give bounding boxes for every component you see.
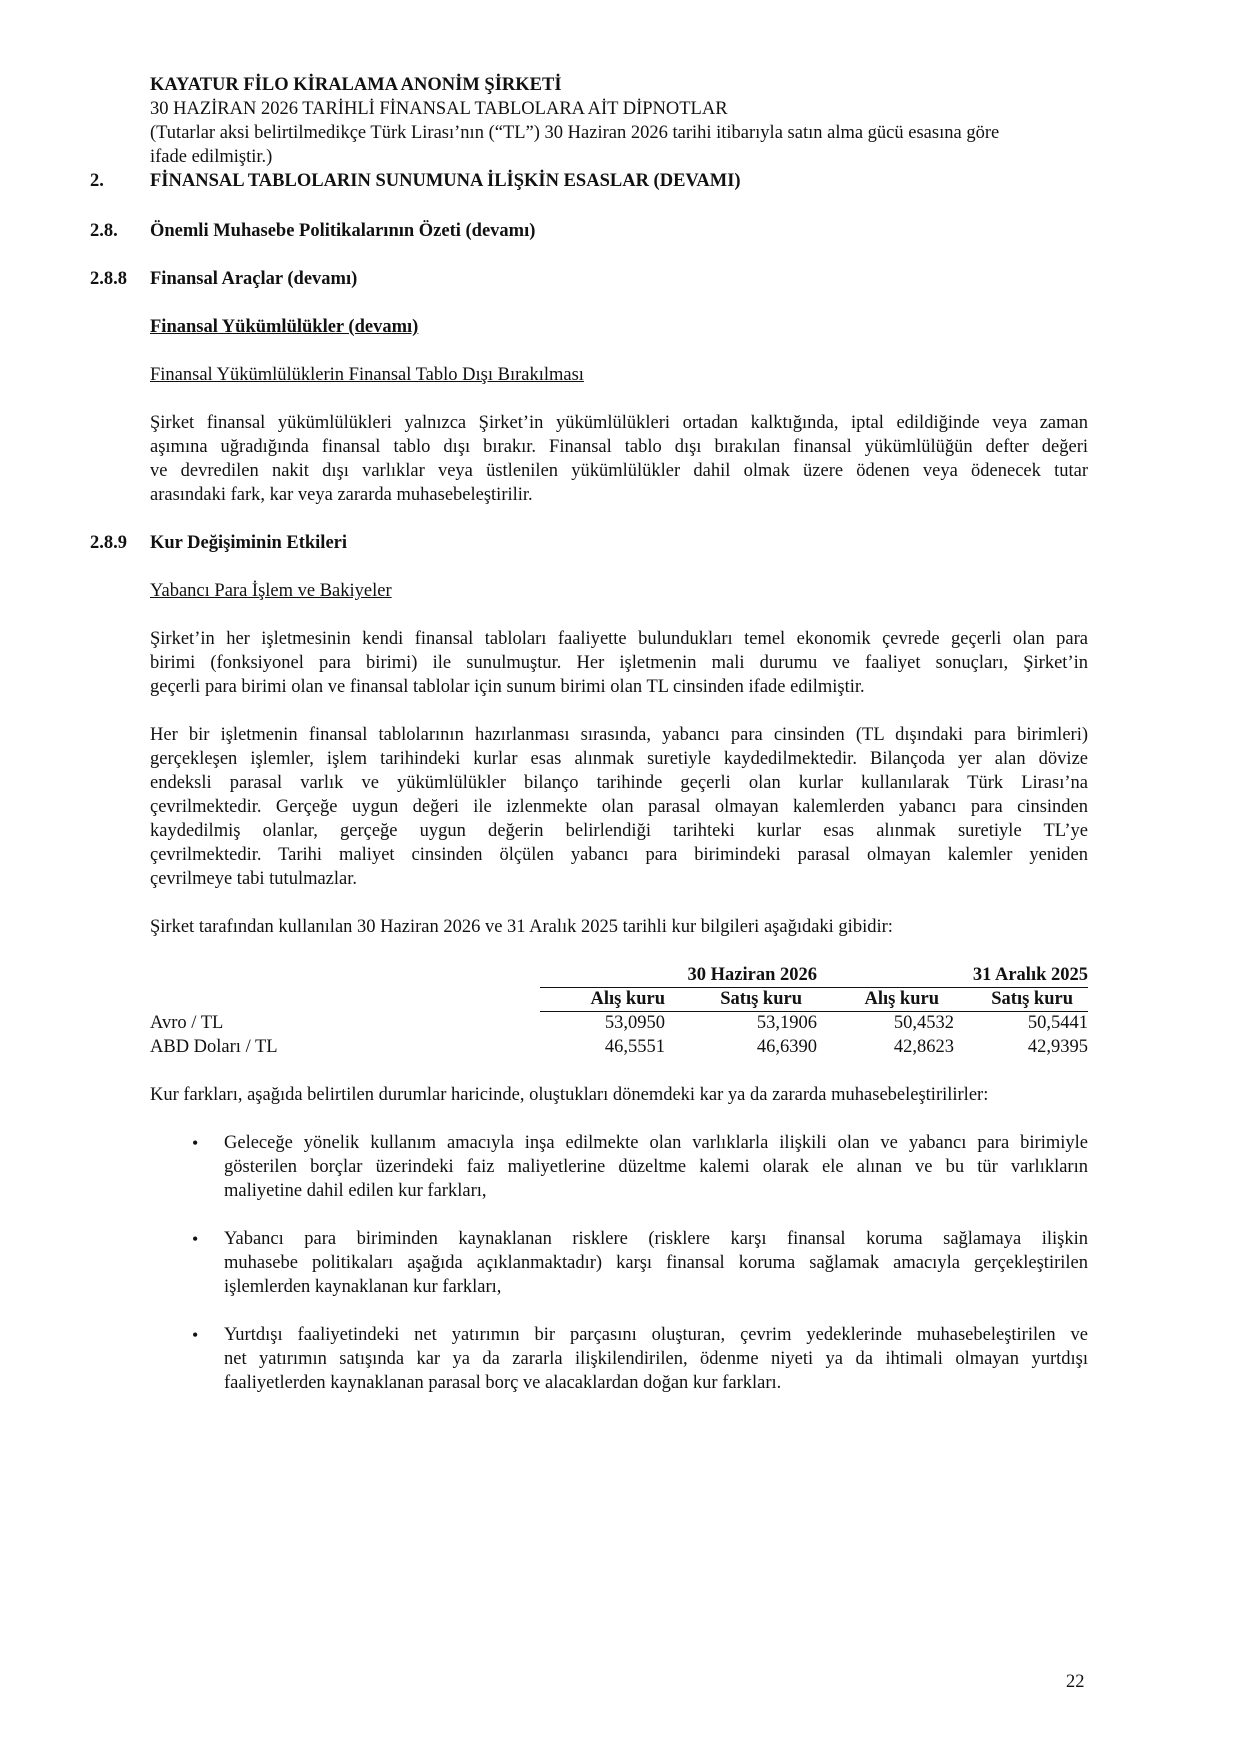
paragraph-line: gerçekleşen işlemler, işlem tarihindeki kurlar esas alınmak suretiyle kaydedilmektedir. Bilançoda yer alan dövize bbox=[150, 749, 1088, 769]
paragraph-line: arasındaki fark, kar veya zararda muhasebeleştirilir. bbox=[150, 485, 533, 505]
currency-note-line-2: ifade edilmiştir.) bbox=[150, 147, 273, 167]
bullet-line: Yabancı para biriminden kaynaklanan risklere (risklere karşı finansal koruma sağlamaya ilişkin bbox=[224, 1229, 1088, 1249]
bullet-item bbox=[224, 1131, 1088, 1203]
bullet-line: gösterilen borçlar üzerindeki faiz maliyetlerine düzeltme kalemi olarak ele alınan ve bu tür varlıkların bbox=[224, 1157, 1088, 1177]
column-header: Alış kuru bbox=[540, 987, 665, 1012]
bullet-line: Geleceğe yönelik kullanım amacıyla inşa edilmekte olan varlıklarla ilişkili olan ve yabancı para birimiyle bbox=[224, 1133, 1088, 1153]
section-2-number: 2. bbox=[90, 171, 104, 191]
currency-note-line-1: (Tutarlar aksi belirtilmedikçe Türk Lirası’nın (“TL”) 30 Haziran 2026 tarihi itibarıyla satın alma gücü esasına göre bbox=[150, 123, 1000, 143]
table-cell: 50,5441 bbox=[1027, 1013, 1088, 1033]
section-2-8-9-title: Kur Değişiminin Etkileri bbox=[150, 533, 348, 553]
paragraph-line: geçerli para birimi olan ve finansal tablolar için sunum birimi olan TL cinsinden ifade edilmiştir. bbox=[150, 677, 865, 697]
section-2-8-8-title: Finansal Araçlar (devamı) bbox=[150, 269, 358, 289]
paragraph-line: Her bir işletmenin finansal tablolarının hazırlanması sırasında, yabancı para cinsinden (TL dışındaki para birimleri) bbox=[150, 725, 1088, 745]
bullet-line: muhasebe politikaları aşağıda açıklanmaktadır) karşı finansal koruma sağlamak amacıyla gerçekleştirilen bbox=[224, 1253, 1088, 1273]
table-row-label: ABD Doları / TL bbox=[150, 1037, 278, 1057]
bullet-icon: • bbox=[192, 1325, 199, 1345]
exchange-difference-intro: Kur farkları, aşağıda belirtilen durumlar haricinde, oluştukları dönemdeki kar ya da zararda muhasebeleştirilirler: bbox=[150, 1085, 989, 1105]
page-number: 22 bbox=[1066, 1672, 1085, 1692]
paragraph-line: çevrilmeye tabi tutulmazlar. bbox=[150, 869, 358, 889]
paragraph-line: Şirket’in her işletmesinin kendi finansal tabloları faaliyette bulundukları temel ekonomik çevrede geçerli olan para bbox=[150, 629, 1088, 649]
bullet-line: maliyetine dahil edilen kur farkları, bbox=[224, 1181, 487, 1201]
section-2-8-number: 2.8. bbox=[90, 221, 118, 241]
exchange-rate-table bbox=[150, 963, 1088, 1063]
paragraph-line: aşımına uğradığında finansal tablo dışı bırakır. Finansal tablo dışı bırakılan finansal yükümlülüğün defter değeri bbox=[150, 437, 1088, 457]
column-header: Satış kuru bbox=[665, 987, 817, 1012]
section-2-title: FİNANSAL TABLOLARIN SUNUMUNA İLİŞKİN ESASLAR (DEVAMI) bbox=[150, 171, 741, 191]
table-cell: 42,9395 bbox=[1027, 1037, 1088, 1057]
derecognition-paragraph bbox=[150, 411, 1088, 507]
column-header: Alış kuru bbox=[817, 987, 954, 1012]
bullet-line: Yurtdışı faaliyetindeki net yatırımın bir parçasını oluşturan, çevrim yedeklerinde muhasebeleştirilen ve bbox=[224, 1325, 1088, 1345]
paragraph-line: çevrilmektedir. Tarihi maliyet cinsinden ölçülen yabancı para birimindeki parasal olmayan kalemler yeniden bbox=[150, 845, 1088, 865]
derecognition-heading: Finansal Yükümlülüklerin Finansal Tablo Dışı Bırakılması bbox=[150, 365, 584, 385]
column-header: Satış kuru bbox=[954, 987, 1088, 1012]
section-2-8-title: Önemli Muhasebe Politikalarının Özeti (devamı) bbox=[150, 221, 536, 241]
bullet-icon: • bbox=[192, 1229, 199, 1249]
paragraph-line: ve devredilen nakit dışı varlıklar veya üstlenilen yükümlülükler dahil olmak üzere ödenen veya ödenecek tutar bbox=[150, 461, 1088, 481]
paragraph-line: endeksli parasal varlık ve yükümlülükler bilanço tarihinde geçerli olan kurlar kullanılarak Türk Lirası’na bbox=[150, 773, 1088, 793]
bullet-line: net yatırımın satışında kar ya da zararla ilişkilendirilen, ödenme niyeti ya da ihtimali olmayan yurtdışı bbox=[224, 1349, 1088, 1369]
paragraph-line: çevrilmektedir. Gerçeğe uygun değeri ile izlenmekte olan parasal olmayan kalemlerden yabancı para cinsinden bbox=[150, 797, 1088, 817]
exchange-rate-intro: Şirket tarafından kullanılan 30 Haziran 2026 ve 31 Aralık 2025 tarihli kur bilgileri aşağıdaki gibidir: bbox=[150, 917, 893, 937]
section-2-8-8-number: 2.8.8 bbox=[90, 269, 127, 289]
foreign-currency-heading: Yabancı Para İşlem ve Bakiyeler bbox=[150, 581, 392, 601]
functional-currency-paragraph bbox=[150, 627, 1088, 699]
paragraph-line: birimi (fonksiyonel para birimi) ile sunulmuştur. Her işletmenin mali durumu ve faaliyet sonuçları, Şirket’in bbox=[150, 653, 1088, 673]
bullet-icon: • bbox=[192, 1133, 199, 1153]
translation-paragraph bbox=[150, 723, 1088, 891]
bullet-line: faaliyetlerden kaynaklanan parasal borç ve alacaklardan doğan kur farkları. bbox=[224, 1373, 782, 1393]
financial-liabilities-heading: Finansal Yükümlülükler (devamı) bbox=[150, 317, 419, 337]
period-2-header: 31 Aralık 2025 bbox=[817, 963, 1088, 988]
paragraph-line: Şirket finansal yükümlülükleri yalnızca Şirket’in yükümlülükleri ortadan kalktığında, iptal edildiğinde veya zaman bbox=[150, 413, 1088, 433]
table-cell: 53,1906 bbox=[756, 1013, 817, 1033]
table-cell: 46,5551 bbox=[604, 1037, 665, 1057]
bullet-line: işlemlerden kaynaklanan kur farkları, bbox=[224, 1277, 502, 1297]
bullet-item bbox=[224, 1323, 1088, 1395]
bullet-item bbox=[224, 1227, 1088, 1299]
document-subtitle: 30 HAZİRAN 2026 TARİHLİ FİNANSAL TABLOLARA AİT DİPNOTLAR bbox=[150, 99, 728, 119]
company-name: KAYATUR FİLO KİRALAMA ANONİM ŞİRKETİ bbox=[150, 75, 562, 95]
table-cell: 46,6390 bbox=[756, 1037, 817, 1057]
period-1-header: 30 Haziran 2026 bbox=[540, 963, 817, 988]
table-cell: 50,4532 bbox=[893, 1013, 954, 1033]
table-cell: 53,0950 bbox=[604, 1013, 665, 1033]
paragraph-line: kaydedilmiş olanlar, gerçeğe uygun değerin belirlendiği tarihteki kurlar esas alınmak suretiyle TL’ye bbox=[150, 821, 1088, 841]
section-2-8-9-number: 2.8.9 bbox=[90, 533, 127, 553]
table-row-label: Avro / TL bbox=[150, 1013, 224, 1033]
table-cell: 42,8623 bbox=[893, 1037, 954, 1057]
